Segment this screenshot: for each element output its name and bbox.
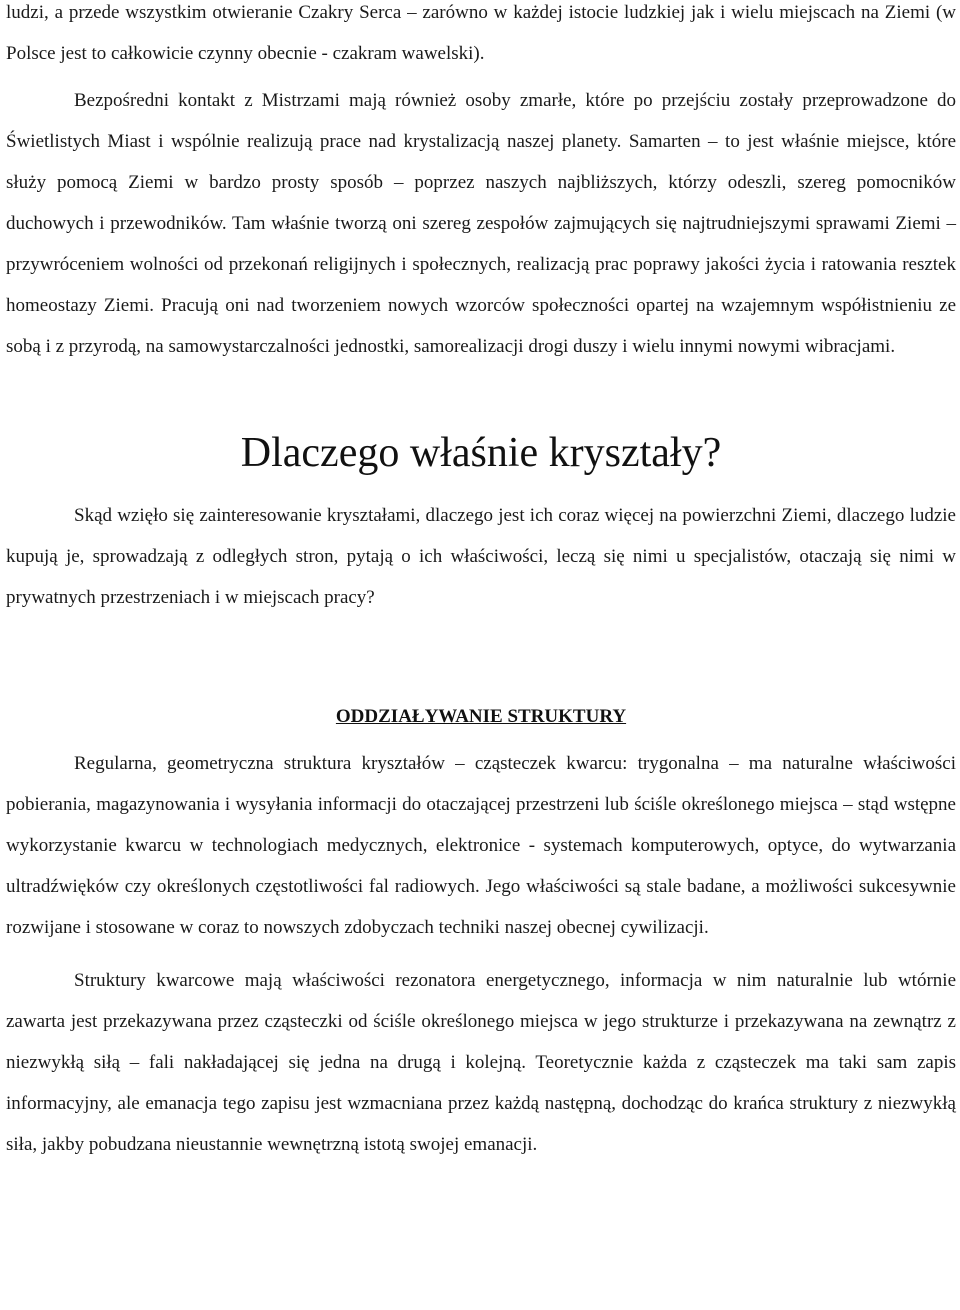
- paragraph-continuation: ludzi, a przede wszystkim otwieranie Czakry Serca – zarówno w każdej istocie ludzkiej jak i wielu miejscach na Ziemi (w Polsce jest to całkowicie czynny obecnie - czakram wawelski).: [6, 2, 956, 64]
- heading-why-crystals: Dlaczego właśnie kryształy?: [240, 430, 722, 476]
- paragraph-quartz-resonator: Struktury kwarcowe mają właściwości rezonatora energetycznego, informacja w nim naturalnie lub wtórnie zawarta jest przekazywana przez cząsteczki od ściśle określonego miejsca w jego strukturze i przekazywana na zewnątrz z niezwykłą siłą – fali nakładającej się jedna na drugą i kolejną. Teoretycznie każda z cząsteczek ma taki sam zapis informacyjny, ale emanacja tego zapisu jest wzmacniana przez każdą następną, dochodząc do krańca struktury z niezwykłą siła, jakby pobudzana nieustannie wewnętrzną istotą swojej emanacji.: [6, 970, 956, 1155]
- heading-structure-influence: ODDZIAŁYWANIE STRUKTURY: [335, 706, 627, 727]
- paragraph-masters-contact: Bezpośredni kontakt z Mistrzami mają również osoby zmarłe, które po przejściu zostały przeprowadzone do Świetlistych Miast i wspólnie realizują prace nad krystalizacją naszej planety. Samarten – to jest właśnie miejsce, które służy pomocą Ziemi w bardzo prosty sposób – poprzez naszych najbliższych, którzy odeszli, szereg pomocników duchowych i przewodników. Tam właśnie tworzą oni szereg zespołów zajmujących się najtrudniejszymi sprawami Ziemi – przywróceniem wolności od przekonań religijnych i społecznych, realizacją prac poprawy jakości życia i ratowania resztek homeostazy Ziemi. Pracują oni nad tworzeniem nowych wzorców społeczności opartej na wzajemnym współistnieniu ze sobą i z przyrodą, na samowystarczalności jednostki, samorealizacji drogi duszy i wielu innymi nowymi wibracjami.: [6, 90, 956, 357]
- paragraph-crystal-interest: Skąd wzięło się zainteresowanie kryształami, dlaczego jest ich coraz więcej na powierzchni Ziemi, dlaczego ludzie kupują je, sprowadzają z odległych stron, pytają o ich właściwości, leczą się nimi u specjalistów, otaczają się nimi w prywatnych przestrzeniach i w miejscach pracy?: [6, 505, 956, 608]
- paragraph-quartz-structure: Regularna, geometryczna struktura kryształów – cząsteczek kwarcu: trygonalna – ma naturalne właściwości pobierania, magazynowania i wysyłania informacji do otaczającej przestrzeni lub ściśle określonego miejsca – stąd wstępne wykorzystanie kwarcu w technologiach medycznych, elektronice - systemach komputerowych, optyce, do wytwarzania ultradźwięków czy określonych częstotliwości fal radiowych. Jego właściwości są stale badane, a możliwości sukcesywnie rozwijane i stosowane w coraz to nowszych zdobyczach techniki naszej obecnej cywilizacji.: [6, 753, 956, 938]
